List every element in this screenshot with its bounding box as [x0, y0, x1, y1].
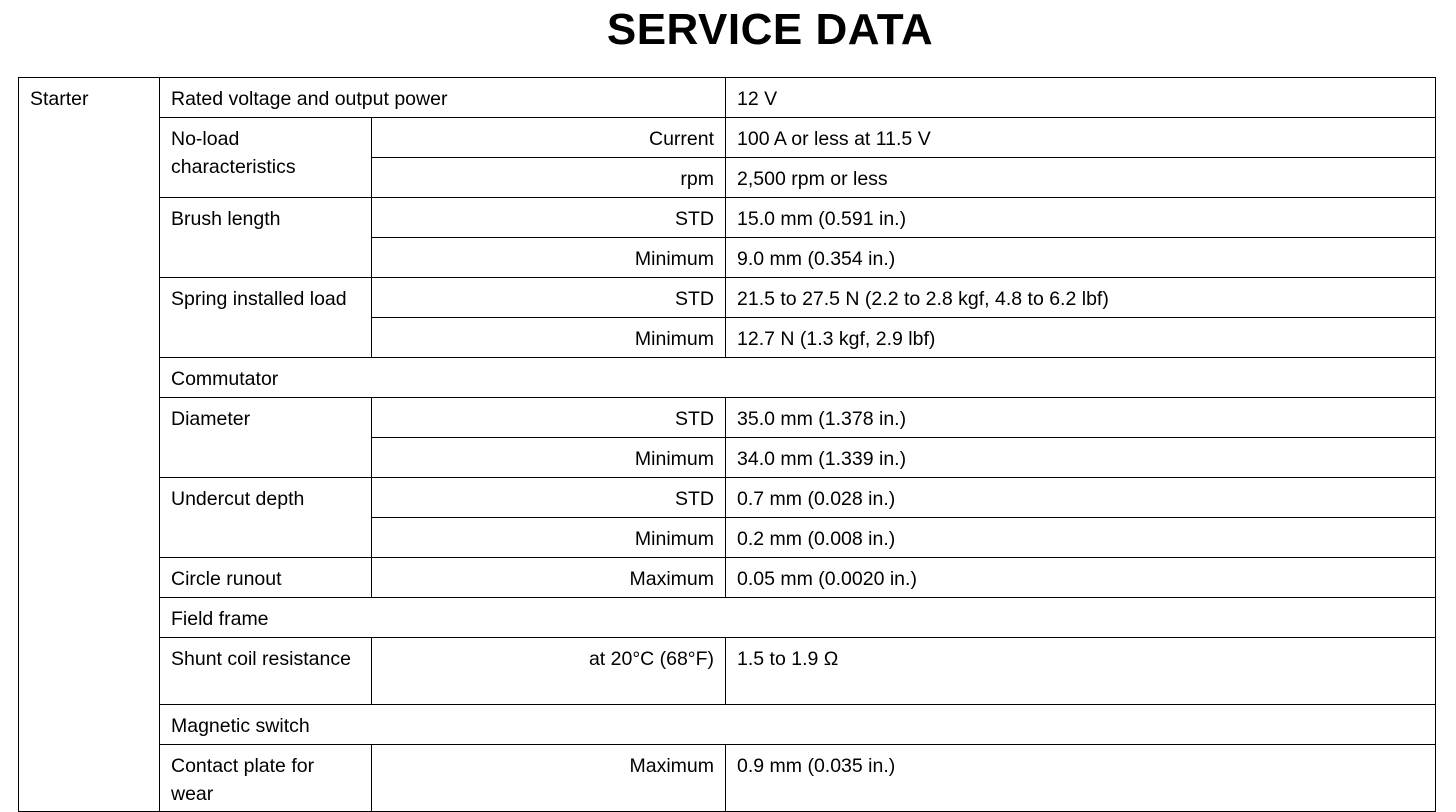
table-row: [19, 278, 1436, 318]
value-cell: 0.7 mm (0.028 in.): [726, 478, 1436, 518]
condition-cell: rpm: [372, 158, 726, 198]
item-cell: Undercut depth: [160, 478, 372, 558]
item-cell: Rated voltage and output power: [160, 78, 726, 118]
service-data-table: [18, 77, 1436, 812]
subheading-cell: Magnetic switch: [160, 705, 1436, 745]
table-row: [19, 478, 1436, 518]
condition-cell: Current: [372, 118, 726, 158]
value-cell: 12 V: [726, 78, 1436, 118]
item-cell: No-load characteristics: [160, 118, 372, 198]
section-cell: Starter: [19, 78, 160, 812]
table-row: [19, 198, 1436, 238]
table-row: [19, 78, 1436, 118]
item-cell: Contact plate for wear: [160, 745, 372, 812]
value-cell: 0.05 mm (0.0020 in.): [726, 558, 1436, 598]
condition-cell: Minimum: [372, 518, 726, 558]
table-row: [19, 705, 1436, 745]
item-cell: Brush length: [160, 198, 372, 278]
page-title: SERVICE DATA: [606, 5, 934, 54]
value-cell: 0.2 mm (0.008 in.): [726, 518, 1436, 558]
table-row: [19, 118, 1436, 158]
condition-cell: at 20°C (68°F): [372, 638, 726, 705]
condition-cell: Minimum: [372, 438, 726, 478]
table-row: [19, 558, 1436, 598]
value-cell: 34.0 mm (1.339 in.): [726, 438, 1436, 478]
condition-cell: STD: [372, 398, 726, 438]
value-cell: 2,500 rpm or less: [726, 158, 1436, 198]
value-cell: 9.0 mm (0.354 in.): [726, 238, 1436, 278]
table-row: [19, 598, 1436, 638]
item-cell: Shunt coil resistance: [160, 638, 372, 705]
table-row: [19, 358, 1436, 398]
value-cell: 15.0 mm (0.591 in.): [726, 198, 1436, 238]
table-row: [19, 745, 1436, 812]
condition-cell: STD: [372, 198, 726, 238]
value-cell: 1.5 to 1.9 Ω: [726, 638, 1436, 705]
condition-cell: Minimum: [372, 318, 726, 358]
value-cell: 0.9 mm (0.035 in.): [726, 745, 1436, 812]
condition-cell: STD: [372, 478, 726, 518]
value-cell: 12.7 N (1.3 kgf, 2.9 lbf): [726, 318, 1436, 358]
item-cell: Diameter: [160, 398, 372, 478]
item-cell: Circle runout: [160, 558, 372, 598]
condition-cell: STD: [372, 278, 726, 318]
subheading-cell: Field frame: [160, 598, 1436, 638]
table-row: [19, 638, 1436, 705]
condition-cell: Minimum: [372, 238, 726, 278]
value-cell: 35.0 mm (1.378 in.): [726, 398, 1436, 438]
item-cell: Spring installed load: [160, 278, 372, 358]
value-cell: 100 A or less at 11.5 V: [726, 118, 1436, 158]
subheading-cell: Commutator: [160, 358, 1436, 398]
value-cell: 21.5 to 27.5 N (2.2 to 2.8 kgf, 4.8 to 6.2 lbf): [726, 278, 1436, 318]
table-row: [19, 398, 1436, 438]
condition-cell: Maximum: [372, 558, 726, 598]
condition-cell: Maximum: [372, 745, 726, 812]
